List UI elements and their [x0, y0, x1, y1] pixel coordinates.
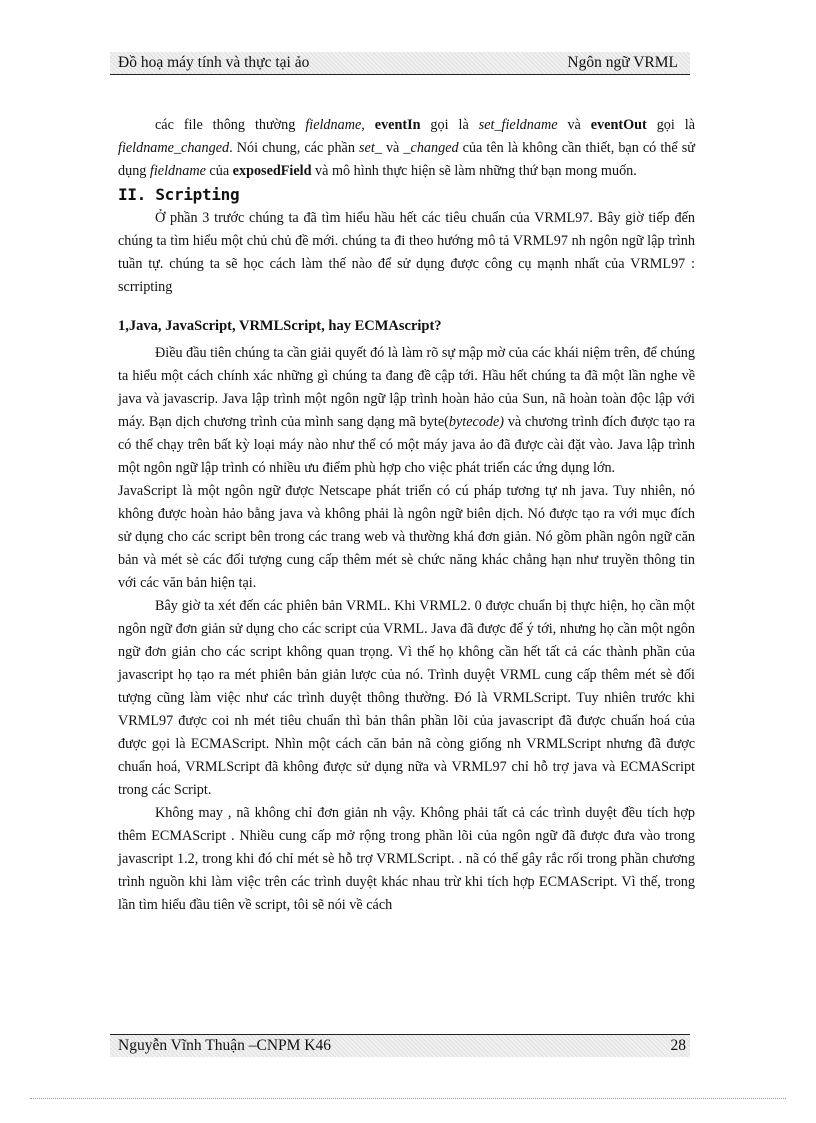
- header-book-title: Đồ hoạ máy tính và thực tại ảo: [118, 54, 310, 71]
- page-footer: [110, 1034, 690, 1057]
- page-body: [118, 114, 695, 917]
- page-header: [110, 52, 690, 75]
- paragraph-4: JavaScript là một ngôn ngữ được Netscape phát triển có cú pháp tương tự nh java. Tuy nhiên, nó không được hoàn hảo bằng java và không phải là ngôn ngữ biên dịch. Nó được tạo ra với mục đích sử dụng cho các script bên trong các trang web và thường khá đơn giản. Nó gồm phần ngôn ngữ căn bản và mét sè các đối tượng cung cấp thêm mét sè chức năng khác chẳng hạn như truyền thông tin với các văn bản hiện tại.: [118, 483, 695, 591]
- section-heading: II. Scripting: [118, 185, 240, 204]
- footer-author: Nguyễn Vĩnh Thuận –CNPM K46: [118, 1037, 331, 1054]
- header-chapter-title: Ngôn ngữ VRML: [567, 54, 678, 71]
- paragraph-6: Không may , nã không chỉ đơn giản nh vậy. Không phải tất cả các trình duyệt đều tích hợp thêm ECMAScript . Nhiều cung cấp mở rộng trong phần lõi của ngôn ngữ đã được đưa vào trong javascript 1.2, trong khi đó chỉ mét sè hỗ trợ VRMLScript. . nã có thể gây rắc rối trong phần chương trình nguồn khi làm việc trên các trình duyệt khác nhau trừ khi tích hợp ECMAScript. Vì thế, trong lần tìm hiểu đầu tiên về script, tôi sẽ nói về cách: [118, 805, 695, 913]
- paragraph-5: Bây giờ ta xét đến các phiên bản VRML. Khi VRML2. 0 được chuẩn bị thực hiện, họ cần một ngôn ngữ đơn giản sử dụng cho các script của VRML. Java đã được để ý tới, nhưng họ cần một ngôn ngữ đơn giản cho các script không quan trọng. Vì thế họ không cần hết tất cả các thành phần của javascript họ tạo ra mét phiên bản giản lược của nó. Trình duyệt VRML cung cấp thêm mét sè đối tượng cũng làm việc như các trình duyệt thông thường. Đó là VRMLScript. Tuy nhiên trước khi VRML97 được coi nh mét tiêu chuẩn thì bản thân phần lõi của javascript đã được chuẩn hoá của được gọi là ECMAScript. Nhìn một cách căn bản nã còng giống nh VRMLScript nhưng đã được chuẩn hoá, VRMLScript đã không được sử dụng nữa và VRML97 chỉ hỗ trợ java và ECMAScript trong các Script.: [118, 598, 695, 798]
- subsection-heading: 1,Java, JavaScript, VRMLScript, hay ECMAscript?: [118, 318, 442, 334]
- paragraph-1: các file thông thường fieldname, eventIn gọi là set_fieldname và eventOut gọi là fieldname_changed. Nói chung, các phần set_ và _changed của tên là không cần thiết, bạn có thể sử dụng fieldname của exposedField và mô hình thực hiện sẽ làm những thứ bạn mong muốn.: [118, 117, 696, 179]
- paragraph-3: Điều đầu tiên chúng ta cần giải quyết đó là làm rõ sự mập mờ của các khái niệm trên, để chúng ta hiểu một cách chính xác những gì chúng ta đang đề cập tới. Hầu hết chúng ta đã một lần nghe về java và javascrip. Java lập trình một ngôn ngữ lập trình hoàn hảo của Sun, nã hoàn toàn độc lập với máy. Bạn dịch chương trình của mình sang dạng mã byte(bytecode) và chương trình đích được tạo ra có thể chạy trên bất kỳ loại máy nào như thể có một máy java ảo đã được cài đặt vào. Java lập trình một ngôn ngữ lập trình có nhiều ưu điểm phù hợp cho việc phát triển các ứng dụng lớn.: [118, 345, 695, 476]
- page-number: 28: [670, 1037, 686, 1054]
- paragraph-2: Ở phần 3 trước chúng ta đã tìm hiểu hầu hết các tiêu chuẩn của VRML97. Bây giờ tiếp đến chúng ta tìm hiểu một chủ chủ đề mới. chúng ta đi theo hướng mô tả VRML97 nh ngôn ngữ lập trình tuần tự. chúng ta sẽ học cách làm thế nào để sử dụng được công cụ mạnh nhất của VRML97 : scrripting: [118, 210, 695, 295]
- page-bottom-divider: [30, 1098, 786, 1099]
